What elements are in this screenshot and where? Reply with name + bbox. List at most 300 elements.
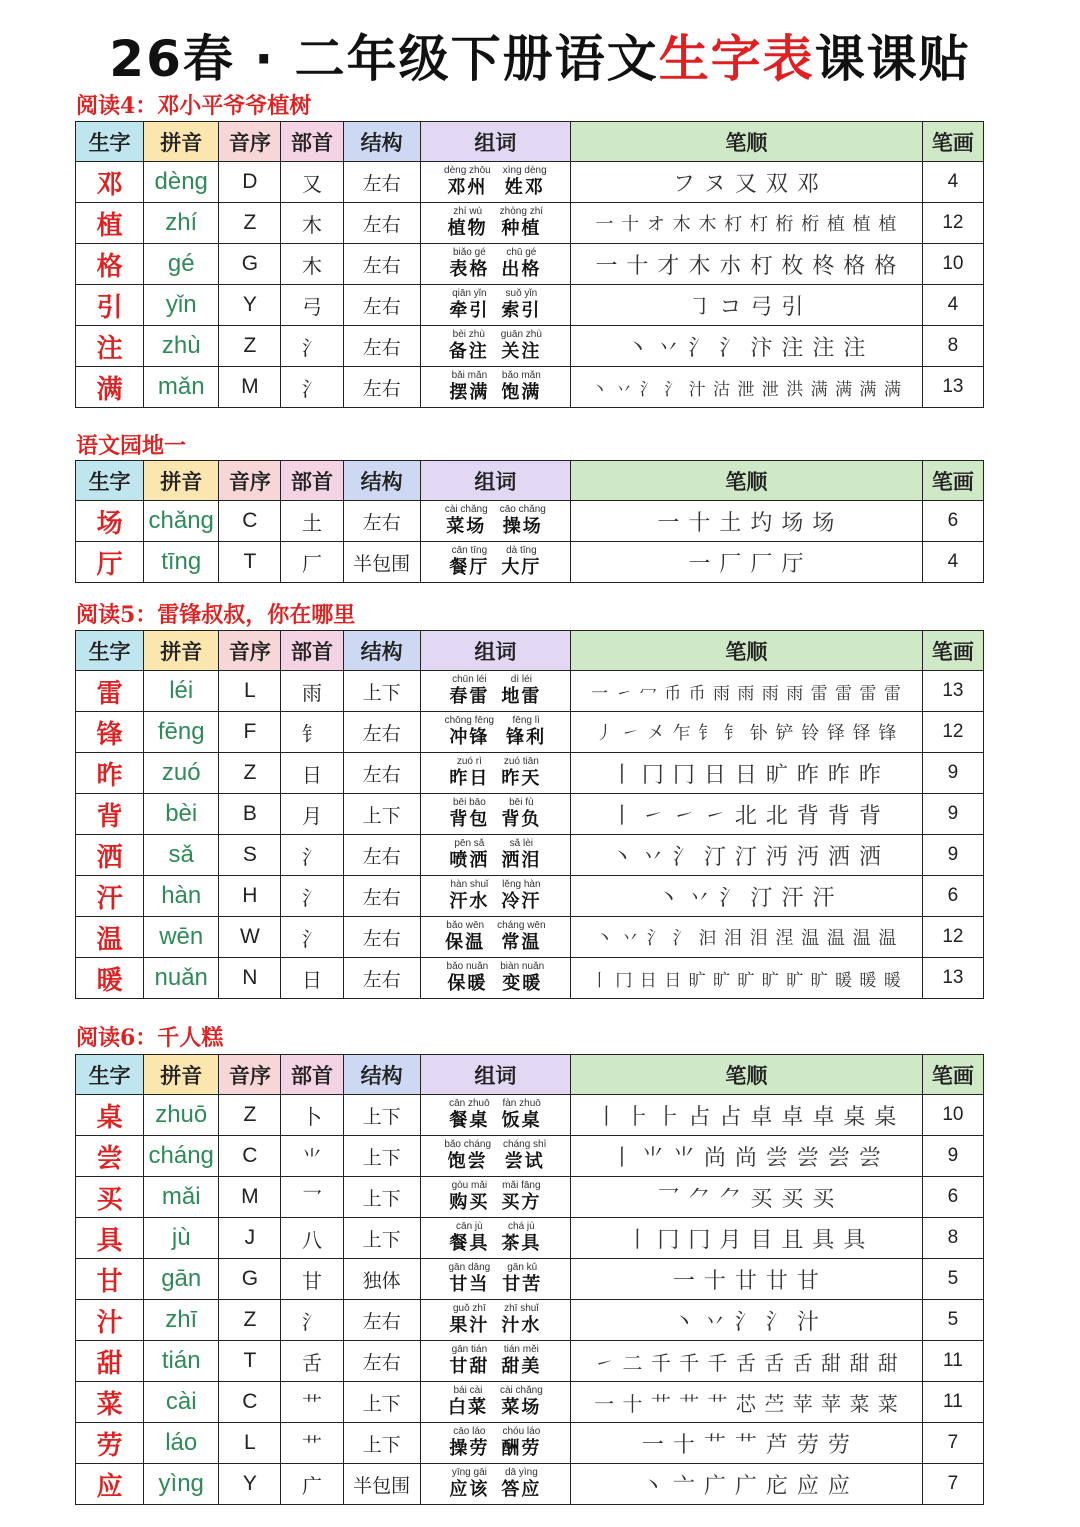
word-text: 菜场 (501, 1397, 542, 1418)
initial-letter-cell: M (219, 367, 281, 408)
word-text: 摆满 (449, 382, 490, 403)
structure-cell: 左右 (343, 367, 420, 408)
word-text: 保温 (445, 932, 486, 953)
pinyin-cell: gān (144, 1259, 219, 1300)
word-pair (421, 1139, 570, 1173)
word-text: 大厅 (501, 557, 542, 578)
initial-letter-cell: Z (219, 1095, 281, 1136)
radical-cell: 舌 (281, 1341, 343, 1382)
initial-letter-cell: N (219, 958, 281, 999)
word-pinyin: cān jù (456, 1221, 483, 1232)
word-pair (421, 1098, 570, 1132)
word-pair (421, 1385, 570, 1419)
stroke-order-cell: 丨 冂 冂 月 目 且 具 具 (571, 1218, 923, 1259)
structure-cell: 左右 (343, 712, 420, 753)
word (501, 329, 542, 363)
word-pinyin: bǎo wēn (446, 920, 485, 931)
word (449, 797, 489, 831)
word-text: 索引 (501, 300, 542, 321)
word-text: 汁水 (501, 1315, 542, 1336)
word-pinyin: fēng lì (512, 715, 540, 726)
radical-cell: 氵 (281, 835, 343, 876)
word (447, 961, 489, 995)
initial-letter-cell: M (219, 1177, 281, 1218)
header-structure: 结构 (343, 461, 420, 501)
word-text: 邓州 (447, 177, 488, 198)
word-pinyin: hàn shuǐ (450, 879, 489, 890)
radical-cell: ⺌ (281, 1136, 343, 1177)
table-row (76, 1464, 984, 1505)
stroke-count-cell: 5 (922, 1259, 983, 1300)
word-text: 操劳 (449, 1438, 490, 1459)
radical-cell: 乛 (281, 1177, 343, 1218)
word-pair (421, 165, 570, 199)
word-text: 地雷 (501, 686, 542, 707)
header-pinyin: 拼音 (144, 631, 219, 671)
word (449, 1262, 491, 1296)
initial-letter-cell: Z (219, 1300, 281, 1341)
stroke-count-cell: 6 (922, 1177, 983, 1218)
word-pinyin: chū gé (506, 247, 537, 258)
initial-letter-cell: C (219, 1136, 281, 1177)
word-pinyin: bēi bāo (452, 797, 486, 808)
character-cell: 桌 (76, 1095, 144, 1136)
structure-cell: 上下 (343, 671, 420, 712)
stroke-order-cell: 一 十 土 圴 场 场 (571, 501, 923, 542)
word (449, 879, 489, 913)
word-text: 买方 (501, 1192, 542, 1213)
word-pinyin: chōng fēng (444, 715, 495, 726)
word-pinyin: yīng gāi (451, 1467, 487, 1478)
initial-letter-cell: Z (219, 753, 281, 794)
word-pinyin: sǎ lèi (509, 838, 534, 849)
stroke-count-cell: 9 (922, 794, 983, 835)
word-text: 汗水 (449, 891, 490, 912)
radical-cell: 卜 (281, 1095, 343, 1136)
initial-letter-cell: L (219, 1423, 281, 1464)
words-cell (420, 1382, 570, 1423)
word (501, 1303, 541, 1337)
words-cell (420, 753, 570, 794)
table-row (76, 244, 984, 285)
word-pinyin: cài chǎng (499, 1385, 543, 1396)
word-text: 酬劳 (501, 1438, 542, 1459)
word (502, 1262, 542, 1296)
radical-cell: 艹 (281, 1423, 343, 1464)
word-pair (421, 674, 570, 708)
structure-cell: 左右 (343, 753, 420, 794)
stroke-order-cell: 一 十 艹 艹 芦 劳 劳 (571, 1423, 923, 1464)
header-structure: 结构 (343, 122, 420, 162)
word-pair (421, 920, 570, 954)
initial-letter-cell: G (219, 1259, 281, 1300)
header-order: 音序 (219, 631, 281, 671)
character-table (75, 630, 984, 999)
words-cell (420, 162, 570, 203)
initial-letter-cell: Z (219, 203, 281, 244)
header-strokes: 笔顺 (571, 461, 923, 501)
word-pinyin: cāo chǎng (499, 504, 546, 515)
section-label: 阅读6：千人糕 (76, 1025, 224, 1051)
word-pinyin: suǒ yǐn (505, 288, 538, 299)
initial-letter-cell: J (219, 1218, 281, 1259)
table-row (76, 162, 984, 203)
pinyin-cell: hàn (144, 876, 219, 917)
table-row (76, 917, 984, 958)
radical-cell: 又 (281, 162, 343, 203)
word-text: 饱满 (501, 382, 542, 403)
stroke-order-cell: 丿 ㇀ 㐅 乍 钅 钅 钋 铲 铃 铎 铎 锋 (571, 712, 923, 753)
header-words: 组词 (420, 122, 570, 162)
header-count: 笔画 (922, 1055, 983, 1095)
words-cell (420, 958, 570, 999)
stroke-count-cell: 9 (922, 835, 983, 876)
stroke-order-cell: 丨 ⺌ ⺌ 尚 尚 尝 尝 尝 尝 (571, 1136, 923, 1177)
word-pinyin: cài chǎng (444, 504, 488, 515)
word-pair (421, 838, 570, 872)
table-row (76, 794, 984, 835)
header-char: 生字 (76, 631, 144, 671)
word-text: 保暖 (447, 973, 488, 994)
stroke-order-cell: ㇆ コ 弓 引 (571, 285, 923, 326)
word-text: 昨日 (449, 768, 490, 789)
stroke-order-cell: 一 十 才 木 朩 朾 枚 柊 格 格 (571, 244, 923, 285)
word-pinyin: bái cài (453, 1385, 483, 1396)
words-cell (420, 1095, 570, 1136)
stroke-order-cell: 一 十 廿 廿 甘 (571, 1259, 923, 1300)
radical-cell: 氵 (281, 367, 343, 408)
stroke-order-cell: 丨 冂 冂 日 日 旷 昨 昨 昨 (571, 753, 923, 794)
word-text: 答应 (501, 1479, 542, 1500)
word-pinyin: bǎi mǎn (451, 370, 488, 381)
word-text: 菜场 (446, 516, 487, 537)
words-cell (420, 367, 570, 408)
word (449, 1303, 489, 1337)
character-cell: 洒 (76, 835, 144, 876)
word-text: 饭桌 (501, 1110, 542, 1131)
table-row (76, 1177, 984, 1218)
words-cell (420, 712, 570, 753)
word-pinyin: chūn léi (452, 674, 487, 685)
character-cell: 甜 (76, 1341, 144, 1382)
word (500, 206, 543, 240)
structure-cell: 左右 (343, 244, 420, 285)
radical-cell: 氵 (281, 1300, 343, 1341)
word (501, 756, 541, 790)
structure-cell: 左右 (343, 203, 420, 244)
word-text: 表格 (449, 259, 490, 280)
character-cell: 注 (76, 326, 144, 367)
table-row (76, 1382, 984, 1423)
radical-cell: 土 (281, 501, 343, 542)
structure-cell: 左右 (343, 835, 420, 876)
word-pinyin: dèng zhōu (444, 165, 491, 176)
words-cell (420, 244, 570, 285)
pinyin-cell: chǎng (144, 501, 219, 542)
word-pinyin: biàn nuǎn (500, 961, 545, 972)
table-row (76, 1218, 984, 1259)
word-pinyin: cān zhuō (449, 1098, 490, 1109)
pinyin-cell: dèng (144, 162, 219, 203)
character-cell: 雷 (76, 671, 144, 712)
word (449, 1344, 489, 1378)
word-text: 餐桌 (449, 1110, 490, 1131)
word (503, 165, 547, 199)
header-strokes: 笔顺 (571, 1055, 923, 1095)
word-pinyin: bǎo nuǎn (446, 961, 489, 972)
words-cell (420, 876, 570, 917)
stroke-count-cell: 7 (922, 1464, 983, 1505)
word (445, 920, 485, 954)
radical-cell: 氵 (281, 326, 343, 367)
header-count: 笔画 (922, 631, 983, 671)
word-pinyin: chá jù (508, 1221, 535, 1232)
word-pair (421, 961, 570, 995)
structure-cell: 半包围 (343, 1464, 420, 1505)
stroke-count-cell: 11 (922, 1382, 983, 1423)
word (444, 165, 491, 199)
word-pair (421, 797, 570, 831)
character-table (75, 1054, 984, 1505)
header-pinyin: 拼音 (144, 122, 219, 162)
word-text: 甘当 (449, 1274, 490, 1295)
word-text: 餐厅 (449, 557, 490, 578)
character-table (75, 460, 984, 583)
stroke-order-cell: 丶 丷 氵 汀 汗 汗 (571, 876, 923, 917)
structure-cell: 左右 (343, 1300, 420, 1341)
character-cell: 植 (76, 203, 144, 244)
table-row (76, 712, 984, 753)
word (501, 879, 541, 913)
table-row (76, 367, 984, 408)
word-pinyin: zhī shuǐ (504, 1303, 539, 1314)
word-text: 尝试 (504, 1151, 545, 1172)
word-text: 关注 (501, 341, 542, 362)
stroke-order-cell: 丨 ⺊ ⺊ 占 占 卓 卓 卓 桌 桌 (571, 1095, 923, 1136)
words-cell (420, 1341, 570, 1382)
word (501, 1426, 541, 1460)
table-row (76, 1095, 984, 1136)
radical-cell: 艹 (281, 1382, 343, 1423)
word-pinyin: cāo láo (453, 1426, 486, 1437)
word (501, 545, 541, 579)
word-pair (421, 288, 570, 322)
radical-cell: 氵 (281, 876, 343, 917)
word-text: 冷汗 (501, 891, 542, 912)
word-text: 饱尝 (447, 1151, 488, 1172)
word-text: 喷洒 (449, 850, 490, 871)
word-pair (421, 715, 570, 749)
stroke-count-cell: 4 (922, 162, 983, 203)
stroke-order-cell: 一 十 艹 艹 艹 芯 苎 苹 苹 菜 菜 (571, 1382, 923, 1423)
pinyin-cell: zuó (144, 753, 219, 794)
word-text: 甘甜 (449, 1356, 490, 1377)
pinyin-cell: léi (144, 671, 219, 712)
word-text: 应该 (449, 1479, 490, 1500)
stroke-count-cell: 6 (922, 501, 983, 542)
structure-cell: 上下 (343, 1218, 420, 1259)
structure-cell: 左右 (343, 958, 420, 999)
character-cell: 场 (76, 501, 144, 542)
word-text: 出格 (501, 259, 542, 280)
word-pinyin: tián měi (503, 1344, 539, 1355)
word-pinyin: guǒ zhī (452, 1303, 486, 1314)
word-pair (421, 1303, 570, 1337)
word (449, 1426, 489, 1460)
word-text: 姓邓 (504, 177, 545, 198)
character-cell: 厅 (76, 542, 144, 583)
table-row (76, 958, 984, 999)
character-cell: 甘 (76, 1259, 144, 1300)
stroke-order-cell: 一 ㇀ 冖 币 币 雨 雨 雨 雨 雷 雷 雷 雷 (571, 671, 923, 712)
radical-cell: 甘 (281, 1259, 343, 1300)
word-text: 白菜 (447, 1397, 488, 1418)
table-row (76, 1259, 984, 1300)
header-count: 笔画 (922, 461, 983, 501)
word-text: 种植 (501, 218, 542, 239)
word-text: 茶具 (501, 1233, 542, 1254)
word (502, 1098, 542, 1132)
section-label: 阅读4：邓小平爷爷植树 (76, 93, 312, 119)
stroke-order-cell: 丨 冂 日 日 旷 旷 旷 旷 旷 旷 暖 暖 暖 (571, 958, 923, 999)
header-row (76, 461, 984, 501)
header-radical: 部首 (281, 122, 343, 162)
table-row (76, 876, 984, 917)
stroke-count-cell: 12 (922, 917, 983, 958)
header-char: 生字 (76, 122, 144, 162)
word (449, 1467, 489, 1501)
structure-cell: 上下 (343, 1136, 420, 1177)
word-pair (421, 1262, 570, 1296)
pinyin-cell: zhuō (144, 1095, 219, 1136)
word-pair (421, 1221, 570, 1255)
initial-letter-cell: C (219, 1382, 281, 1423)
header-strokes: 笔顺 (571, 631, 923, 671)
word-text: 冲锋 (449, 727, 490, 748)
radical-cell: 木 (281, 244, 343, 285)
word (445, 715, 495, 749)
word-pinyin: gān tián (451, 1344, 488, 1355)
radical-cell: 钅 (281, 712, 343, 753)
stroke-count-cell: 4 (922, 285, 983, 326)
pinyin-cell: cài (144, 1382, 219, 1423)
pinyin-cell: bèi (144, 794, 219, 835)
radical-cell: 弓 (281, 285, 343, 326)
table-row (76, 1300, 984, 1341)
word (449, 838, 489, 872)
character-cell: 温 (76, 917, 144, 958)
initial-letter-cell: D (219, 162, 281, 203)
pinyin-cell: nuǎn (144, 958, 219, 999)
word-pinyin: cháng wēn (497, 920, 546, 931)
radical-cell: 广 (281, 1464, 343, 1505)
character-cell: 尝 (76, 1136, 144, 1177)
pinyin-cell: sǎ (144, 835, 219, 876)
word (501, 247, 541, 281)
stroke-order-cell: 丶 丷 氵 氵 汩 泪 泪 涅 温 温 温 温 (571, 917, 923, 958)
structure-cell: 独体 (343, 1259, 420, 1300)
stroke-count-cell: 13 (922, 367, 983, 408)
word (449, 756, 489, 790)
word-pair (421, 370, 570, 404)
header-char: 生字 (76, 461, 144, 501)
word-text: 昨天 (501, 768, 542, 789)
word (445, 504, 488, 538)
structure-cell: 左右 (343, 876, 420, 917)
structure-cell: 左右 (343, 1341, 420, 1382)
word (503, 1139, 546, 1173)
stroke-count-cell: 10 (922, 244, 983, 285)
word (449, 288, 489, 322)
word-pair (421, 879, 570, 913)
words-cell (420, 203, 570, 244)
word (501, 288, 541, 322)
header-row (76, 631, 984, 671)
stroke-order-cell: 丶 亠 广 广 庀 应 应 (571, 1464, 923, 1505)
word-text: 锋利 (506, 727, 547, 748)
table-row (76, 285, 984, 326)
words-cell (420, 1218, 570, 1259)
initial-letter-cell: L (219, 671, 281, 712)
word-pair (421, 1180, 570, 1214)
header-char: 生字 (76, 1055, 144, 1095)
character-cell: 满 (76, 367, 144, 408)
stroke-count-cell: 12 (922, 712, 983, 753)
word-text: 备注 (448, 341, 489, 362)
stroke-count-cell: 9 (922, 753, 983, 794)
word (501, 838, 541, 872)
word-pinyin: zuó rì (456, 756, 482, 767)
character-cell: 劳 (76, 1423, 144, 1464)
stroke-count-cell: 7 (922, 1423, 983, 1464)
header-row (76, 122, 984, 162)
word (501, 674, 541, 708)
character-cell: 格 (76, 244, 144, 285)
word-pinyin: bēi fù (509, 797, 534, 808)
word-pair (421, 247, 570, 281)
word-pair (421, 545, 570, 579)
word-pinyin: bǎo cháng (444, 1139, 492, 1150)
character-cell: 引 (76, 285, 144, 326)
header-strokes: 笔顺 (571, 122, 923, 162)
pinyin-cell: tīng (144, 542, 219, 583)
initial-letter-cell: Y (219, 285, 281, 326)
word (449, 247, 489, 281)
stroke-order-cell: 一 厂 厂 厅 (571, 542, 923, 583)
stroke-order-cell: 乛 ⺈ ⺈ 买 买 买 (571, 1177, 923, 1218)
word-pinyin: xìng dèng (502, 165, 547, 176)
stroke-count-cell: 10 (922, 1095, 983, 1136)
character-cell: 具 (76, 1218, 144, 1259)
word-text: 变暖 (502, 973, 543, 994)
stroke-order-cell: 丶 丷 氵 氵 汴 注 注 注 (571, 326, 923, 367)
words-cell (420, 542, 570, 583)
word-pinyin: cháng shì (503, 1139, 547, 1150)
word-pinyin: mǎi fāng (502, 1180, 541, 1191)
header-words: 组词 (420, 461, 570, 501)
word-pair (421, 206, 570, 240)
radical-cell: 木 (281, 203, 343, 244)
structure-cell: 上下 (343, 794, 420, 835)
word-text: 背包 (449, 809, 490, 830)
header-order: 音序 (219, 1055, 281, 1095)
word-pinyin: pēn sǎ (454, 838, 485, 849)
character-table (75, 121, 984, 408)
initial-letter-cell: Y (219, 1464, 281, 1505)
words-cell (420, 1423, 570, 1464)
word-text: 常温 (501, 932, 542, 953)
word-text: 牵引 (449, 300, 490, 321)
